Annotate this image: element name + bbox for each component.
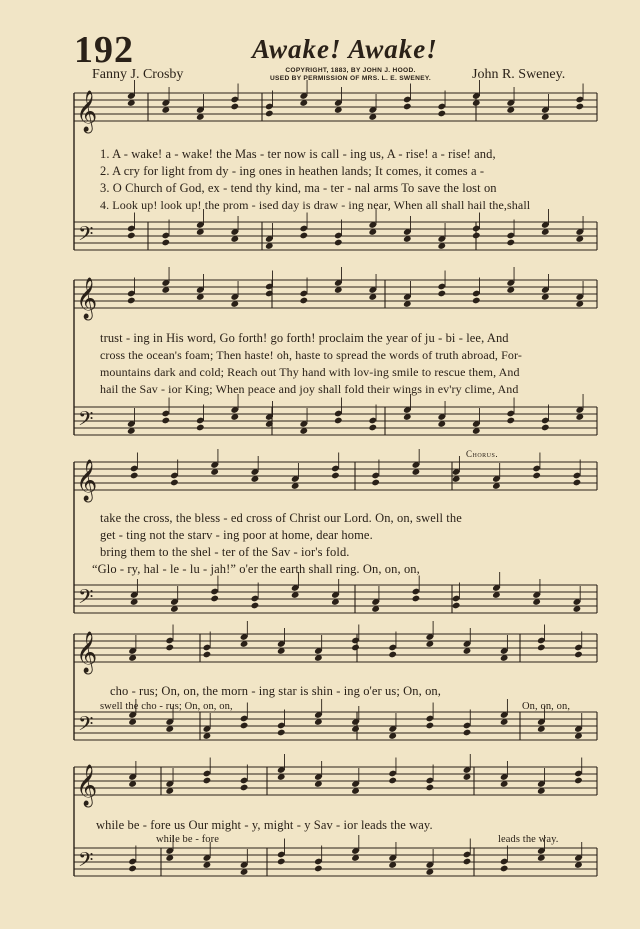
chorus-line: cho - rus; On, on, the morn - ing star is shin - ing o'er us; On, on,	[110, 684, 441, 698]
treble-clef: 𝄞	[76, 460, 98, 501]
note-head	[371, 479, 380, 487]
verse-4-line: “Glo - ry, hal - le - lu - jah!” o'er the earth shall ring. On, on, on,	[92, 562, 420, 576]
note-head	[574, 651, 583, 659]
note-head	[334, 239, 343, 247]
bass-clef: 𝄢	[78, 585, 94, 613]
verse-4-line: hail the Sav - ior King; When peace and joy shall fold their wings in ev'ry clime, And	[100, 382, 519, 396]
bass-clef: 𝄢	[78, 222, 94, 250]
note-head	[574, 777, 583, 785]
verse-4-line: 4. Look up! look up! the prom - ised day is draw - ing near, When all shall hail the,shall	[100, 198, 531, 212]
verse-2-line: cross the ocean's foam; Then haste! oh, haste to spread the words of truth abroad, For-	[100, 348, 522, 362]
note-head	[130, 472, 139, 480]
note-head	[452, 602, 461, 610]
note-head	[472, 297, 481, 305]
note-head	[388, 777, 397, 785]
note-head	[426, 784, 435, 792]
verse-1-line: 1. A - wake! a - wake! the Mas - ter now is call - ing us, A - rise! a - rise! and,	[100, 147, 496, 161]
note-head	[368, 424, 377, 432]
bass-clef: 𝄢	[78, 848, 94, 876]
note-head	[203, 651, 212, 659]
note-head	[541, 424, 550, 432]
hymn-title: Awake! Awake!	[252, 34, 438, 64]
note-head	[575, 103, 584, 111]
bass-clef: 𝄢	[78, 407, 94, 435]
verse-3-line: mountains dark and cold; Reach out Thy hand with lov-ing smile to rescue them, And	[100, 365, 520, 379]
note-head	[203, 777, 212, 785]
note-head	[230, 103, 239, 111]
note-head	[506, 239, 515, 247]
note-head	[388, 651, 397, 659]
chorus-line: while be - fore us Our might - y, might - y Sav - ior leads the way.	[96, 818, 433, 832]
note-head	[573, 479, 582, 487]
copyright-notice	[238, 67, 463, 83]
note-head	[403, 103, 412, 111]
note-head	[314, 865, 323, 873]
treble-clef: 𝄞	[76, 278, 98, 319]
note-head	[537, 644, 546, 652]
copyright-line: COPYRIGHT, 1883, BY JOHN J. HOOD.	[285, 67, 416, 74]
verse-1-line: trust - ing in His word, Go forth! go forth! proclaim the year of ju - bi - lee, And	[100, 331, 509, 345]
note-head	[299, 297, 308, 305]
permission-line: USED BY PERMISSION OF MRS. L. E. SWENEY.	[270, 75, 431, 82]
note-head	[277, 729, 286, 737]
chorus-label: Chorus.	[466, 449, 499, 459]
note-head	[127, 297, 136, 305]
note-head	[165, 644, 174, 652]
note-head	[251, 602, 260, 610]
verse-2-line: get - ting not the starv - ing poor at home, dear home.	[100, 528, 373, 542]
treble-clef: 𝄞	[76, 765, 98, 806]
bass-clef: 𝄢	[78, 712, 94, 740]
note-head	[240, 784, 249, 792]
verse-3-line: 3. O Church of God, ex - tend thy kind, ma - ter - nal arms To save the lost on	[100, 181, 497, 195]
note-head	[472, 232, 481, 240]
alto-line: while be - fore	[156, 834, 220, 845]
treble-clef: 𝄞	[76, 91, 98, 132]
note-head	[127, 232, 136, 240]
note-head	[161, 417, 170, 425]
note-head	[506, 417, 515, 425]
note-head	[463, 729, 472, 737]
note-head	[412, 595, 421, 603]
verse-3-line: bring them to the shel - ter of the Sav - ior's fold.	[100, 545, 350, 559]
note-head	[437, 290, 446, 298]
composer: John R. Sweney.	[472, 67, 566, 82]
note-head	[500, 865, 509, 873]
author: Fanny J. Crosby	[92, 67, 184, 82]
note-head	[240, 722, 249, 730]
note-head	[128, 865, 137, 873]
verse-1-line: take the cross, the bless - ed cross of Christ our Lord. On, on, swell the	[100, 511, 462, 525]
note-head	[265, 110, 274, 118]
hymn-number: 192	[74, 29, 134, 71]
note-head	[299, 232, 308, 240]
alto-line-right: On, on, on,	[522, 701, 571, 712]
note-head	[437, 110, 446, 118]
note-head	[426, 722, 435, 730]
note-head	[532, 472, 541, 480]
note-head	[210, 595, 219, 603]
note-head	[277, 858, 286, 866]
alto-line: swell the cho - rus; On, on, on,	[100, 701, 233, 712]
alto-line-right: leads the way.	[498, 834, 559, 845]
verse-2-line: 2. A cry for light from dy - ing ones in heathen lands; It comes, it comes a -	[100, 164, 485, 178]
note-head	[331, 472, 340, 480]
note-head	[351, 644, 360, 652]
note-head	[334, 417, 343, 425]
note-head	[196, 424, 205, 432]
note-head	[170, 479, 179, 487]
note-head	[161, 239, 170, 247]
note-head	[463, 858, 472, 866]
treble-clef: 𝄞	[76, 632, 98, 673]
